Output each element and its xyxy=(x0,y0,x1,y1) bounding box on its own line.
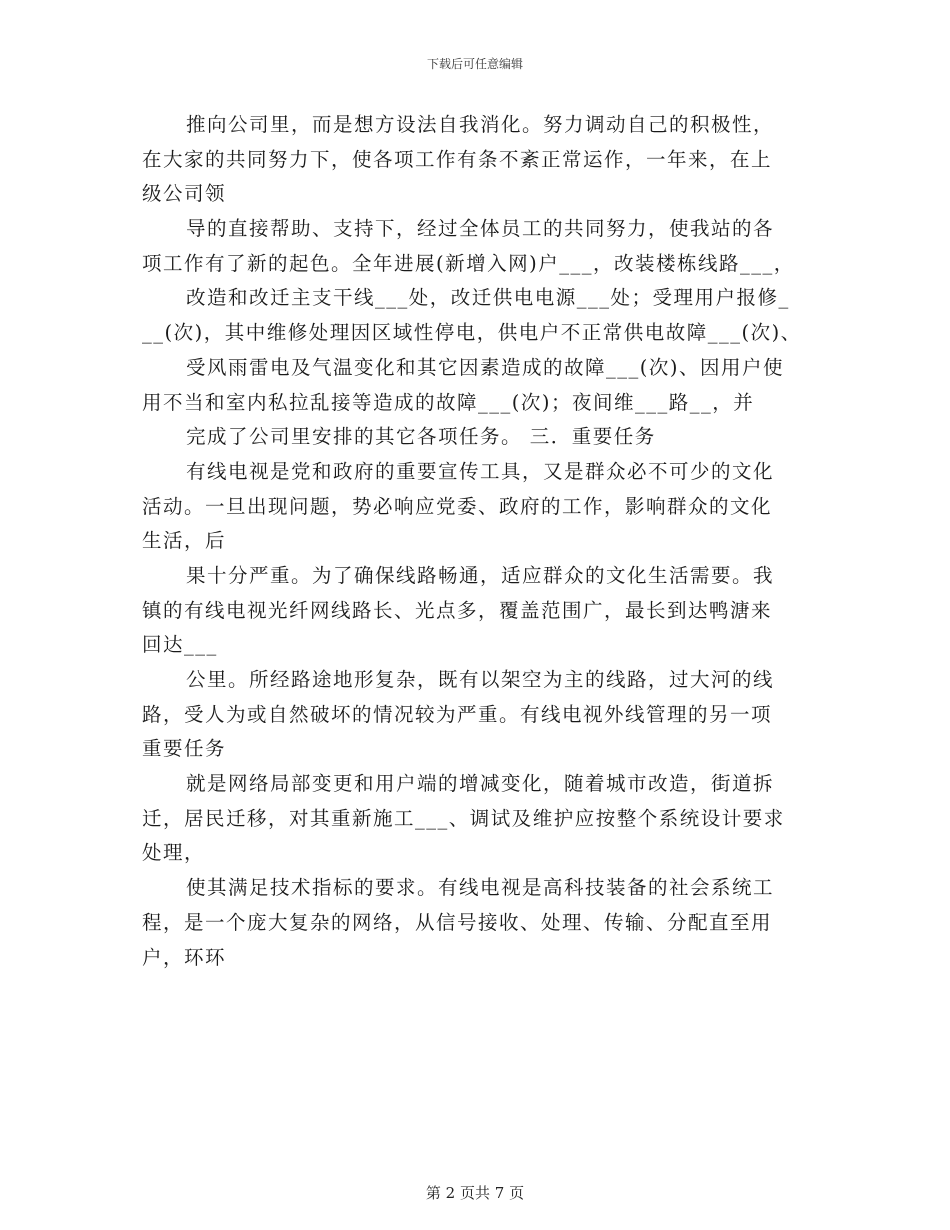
text-line: 生活，后 xyxy=(142,529,227,553)
text-line: 处理， xyxy=(142,841,206,865)
page-number: 第 2 页共 7 页 xyxy=(425,1184,525,1202)
text-line: 改造和改迁主支干线___处，改迁供电电源___处；受理用户报修_ xyxy=(186,286,790,310)
text-line: 户，环环 xyxy=(142,945,227,969)
text-line: 项工作有了新的起色。全年进展(新增入网)户___，改装楼栋线路___， xyxy=(142,251,795,275)
text-line: 程，是一个庞大复杂的网络，从信号接收、处理、传输、分配直至用 xyxy=(142,910,773,934)
page-header: 下载后可任意编辑 xyxy=(426,57,523,71)
text-line: 果十分严重。为了确保线路畅通，适应群众的文化生活需要。我 xyxy=(186,563,775,587)
text-line: 在大家的共同努力下，使各项工作有条不紊正常运作，一年来，在上 xyxy=(142,147,773,171)
text-line: 重要任务 xyxy=(142,737,227,761)
text-line: __(次)，其中维修处理因区域性停电，供电户不正常供电故障___(次)、 xyxy=(142,321,802,345)
text-line: 推向公司里，而是想方设法自我消化。努力调动自己的积极性， xyxy=(186,113,775,136)
text-line: 活动。一旦出现问题，势必响应党委、政府的工作，影响群众的文化 xyxy=(142,494,773,518)
text-line: 使其满足技术指标的要求。有线电视是高科技装备的社会系统工 xyxy=(186,876,775,900)
text-line: 级公司领 xyxy=(142,182,227,206)
text-line: 受风雨雷电及气温变化和其它因素造成的故障___(次)、因用户使 xyxy=(186,355,784,379)
text-line: 导的直接帮助、支持下，经过全体员工的共同努力，使我站的各 xyxy=(186,217,775,241)
document-body xyxy=(142,108,822,975)
text-line: 路，受人为或自然破坏的情况较为严重。有线电视外线管理的另一项 xyxy=(142,702,773,726)
text-line: 有线电视是党和政府的重要宣传工具，又是群众必不可少的文化 xyxy=(186,459,775,483)
text-line: 公里。所经路途地形复杂，既有以架空为主的线路，过大河的线 xyxy=(186,668,775,691)
text-line: 完成了公司里安排的其它各项任务。 三．重要任务 xyxy=(186,425,656,449)
text-line: 就是网络局部变更和用户端的增减变化，随着城市改造，街道拆 xyxy=(186,772,775,796)
text-line: 迁，居民迁移，对其重新施工___、调试及维护应按整个系统设计要求 xyxy=(142,806,785,830)
text-line: 用不当和室内私拉乱接等造成的故障___(次)；夜间维___路__，并 xyxy=(142,390,755,414)
text-line: 回达___ xyxy=(142,633,218,657)
text-line: 镇的有线电视光纤网线路长、光点多，覆盖范围广，最长到达鸭溏来 xyxy=(142,598,773,622)
